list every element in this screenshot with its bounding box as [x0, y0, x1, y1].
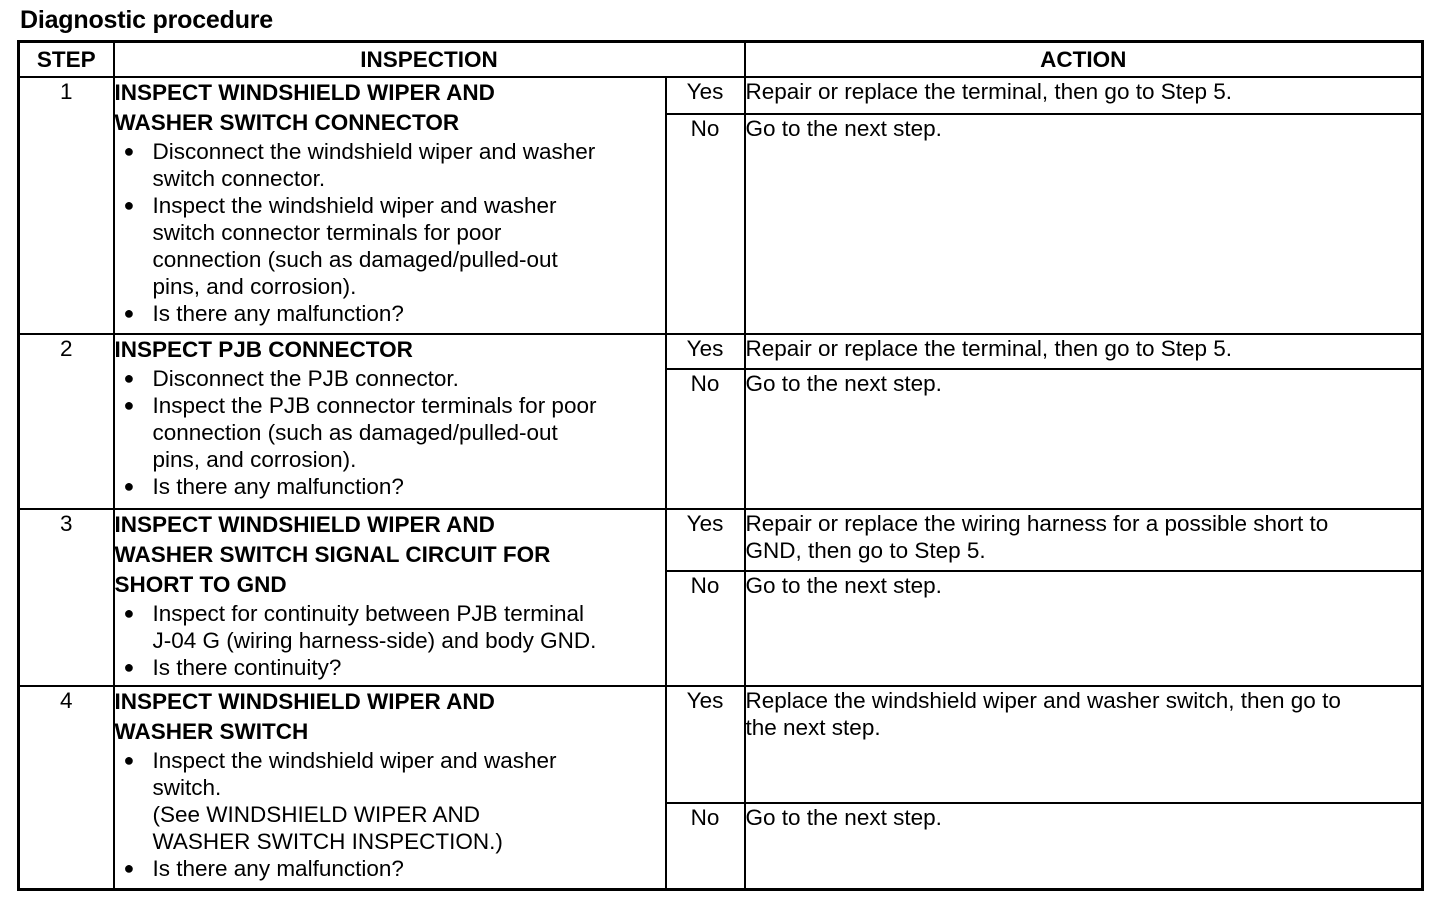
bullet-text: Disconnect the windshield wiper and washer switch connector.: [152, 139, 596, 191]
reference-note: (See WINDSHIELD WIPER AND WASHER SWITCH INSPECTION.): [152, 802, 503, 854]
yes-label: Yes: [666, 509, 745, 571]
yes-action: Repair or replace the wiring harness for a possible short to GND, then go to Step 5.: [745, 509, 1423, 571]
bullet-icon: ●: [123, 368, 135, 388]
step-3-yes-row: [19, 509, 1423, 571]
bullet-item: [115, 473, 665, 500]
bullet-icon: ●: [123, 303, 135, 323]
bullet-item: [115, 192, 665, 300]
no-action: Go to the next step.: [745, 114, 1423, 334]
step-1-bullet-list: [115, 138, 665, 327]
bullet-icon: ●: [123, 476, 135, 496]
step-3-inspection: [114, 509, 666, 686]
yes-label: Yes: [666, 334, 745, 369]
yes-label: Yes: [666, 77, 745, 114]
header-step: STEP: [19, 42, 114, 78]
bullet-icon: ●: [123, 858, 135, 878]
bullet-text: Inspect the PJB connector terminals for poor connection (such as damaged/pulled-out pins, and corrosion).: [152, 393, 597, 472]
step-number: 3: [19, 509, 114, 686]
step-4-bullet-list: [115, 747, 665, 882]
bullet-icon: ●: [123, 657, 135, 677]
step-3-heading: INSPECT WINDSHIELD WIPER AND WASHER SWITCH SIGNAL CIRCUIT FOR SHORT TO GND: [114, 512, 551, 597]
bullet-icon: ●: [123, 141, 135, 161]
bullet-item: [115, 138, 665, 192]
no-label: No: [666, 114, 745, 334]
bullet-text: Disconnect the PJB connector.: [152, 366, 459, 391]
bullet-item: [115, 600, 665, 654]
step-1-yes-row: [19, 77, 1423, 114]
header-inspection: INSPECTION: [114, 42, 745, 78]
yes-label: Yes: [666, 686, 745, 803]
diagnostic-procedure-table: [17, 40, 1424, 891]
bullet-item: [115, 365, 665, 392]
bullet-text: Inspect the windshield wiper and washer switch.: [152, 748, 557, 800]
no-action: Go to the next step.: [745, 803, 1423, 889]
bullet-item: [115, 747, 665, 855]
bullet-text: Is there continuity?: [152, 655, 342, 680]
step-4-inspection: [114, 686, 666, 889]
no-action: Go to the next step.: [745, 571, 1423, 686]
bullet-icon: ●: [123, 603, 135, 623]
step-number: 1: [19, 77, 114, 334]
bullet-icon: ●: [123, 395, 135, 415]
bullet-icon: ●: [123, 750, 135, 770]
bullet-text: Is there any malfunction?: [152, 856, 404, 881]
bullet-text: Inspect the windshield wiper and washer switch connector terminals for poor connection (such as damaged/pulled-out pins, and corrosion).: [152, 193, 558, 299]
no-label: No: [666, 803, 745, 889]
bullet-icon: ●: [123, 195, 135, 215]
step-2-heading: INSPECT PJB CONNECTOR: [114, 337, 413, 362]
step-4-yes-row: [19, 686, 1423, 803]
step-3-bullet-list: [115, 600, 665, 681]
bullet-text: Inspect for continuity between PJB terminal J-04 G (wiring harness-side) and body GND.: [152, 601, 597, 653]
bullet-item: [115, 392, 665, 473]
step-1-inspection: [114, 77, 666, 334]
step-2-inspection: [114, 334, 666, 509]
table-header-row: [19, 42, 1423, 78]
step-number: 4: [19, 686, 114, 889]
bullet-item: [115, 855, 665, 882]
header-action: ACTION: [745, 42, 1423, 78]
bullet-text: Is there any malfunction?: [152, 474, 404, 499]
yes-action: Repair or replace the terminal, then go to Step 5.: [745, 77, 1423, 114]
no-action: Go to the next step.: [745, 369, 1423, 509]
bullet-item: [115, 654, 665, 681]
bullet-text: Is there any malfunction?: [152, 301, 404, 326]
yes-action: Replace the windshield wiper and washer switch, then go to the next step.: [745, 686, 1423, 803]
step-2-yes-row: [19, 334, 1423, 369]
no-label: No: [666, 571, 745, 686]
no-label: No: [666, 369, 745, 509]
bullet-item: [115, 300, 665, 327]
step-2-bullet-list: [115, 365, 665, 500]
step-1-heading: INSPECT WINDSHIELD WIPER AND WASHER SWITCH CONNECTOR: [114, 80, 495, 135]
step-number: 2: [19, 334, 114, 509]
page-title: Diagnostic procedure: [20, 6, 273, 34]
step-4-heading: INSPECT WINDSHIELD WIPER AND WASHER SWITCH: [114, 689, 495, 744]
yes-action: Repair or replace the terminal, then go to Step 5.: [745, 334, 1423, 369]
